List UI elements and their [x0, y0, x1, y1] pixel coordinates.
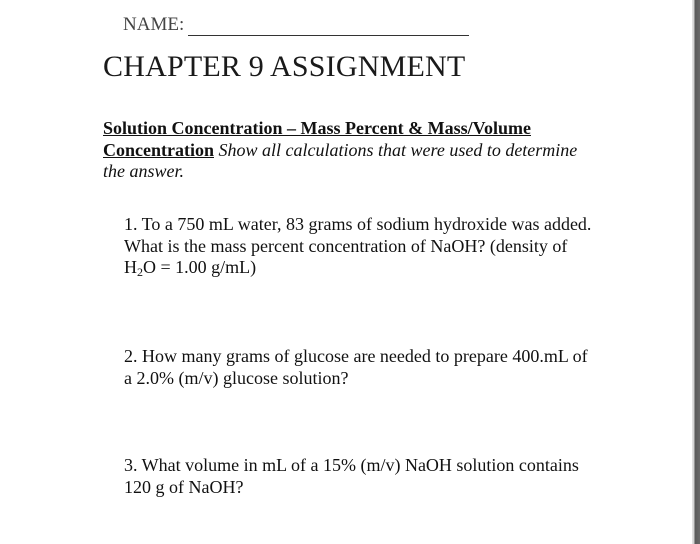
question-3: 3. What volume in mL of a 15% (m/v) NaOH solution contains 120 g of NaOH? — [124, 455, 579, 497]
question-1-text: 1. To a 750 mL water, 83 grams of sodium hydroxide was added. What is the mass percent concentration of NaOH? (density of H — [124, 214, 592, 277]
question-1 — [124, 214, 594, 279]
name-blank-line — [188, 13, 469, 36]
name-field — [123, 13, 469, 36]
section-instruction: Show all calculations that were used to determine the answer. — [103, 139, 578, 181]
name-label: NAME: — [123, 14, 185, 35]
question-1-text-end: O = 1.00 g/mL) — [143, 257, 257, 277]
question-2: 2. How many grams of glucose are needed to prepare 400.mL of a 2.0% (m/v) glucose solution? — [124, 346, 588, 388]
question-1-subscript: 2 — [137, 265, 143, 279]
section-heading: Solution Concentration – Mass Percent & Mass/Volume Concentration — [103, 118, 531, 160]
section-intro — [103, 118, 583, 183]
page-title: CHAPTER 9 ASSIGNMENT — [103, 50, 466, 83]
scrollbar[interactable] — [692, 0, 700, 544]
